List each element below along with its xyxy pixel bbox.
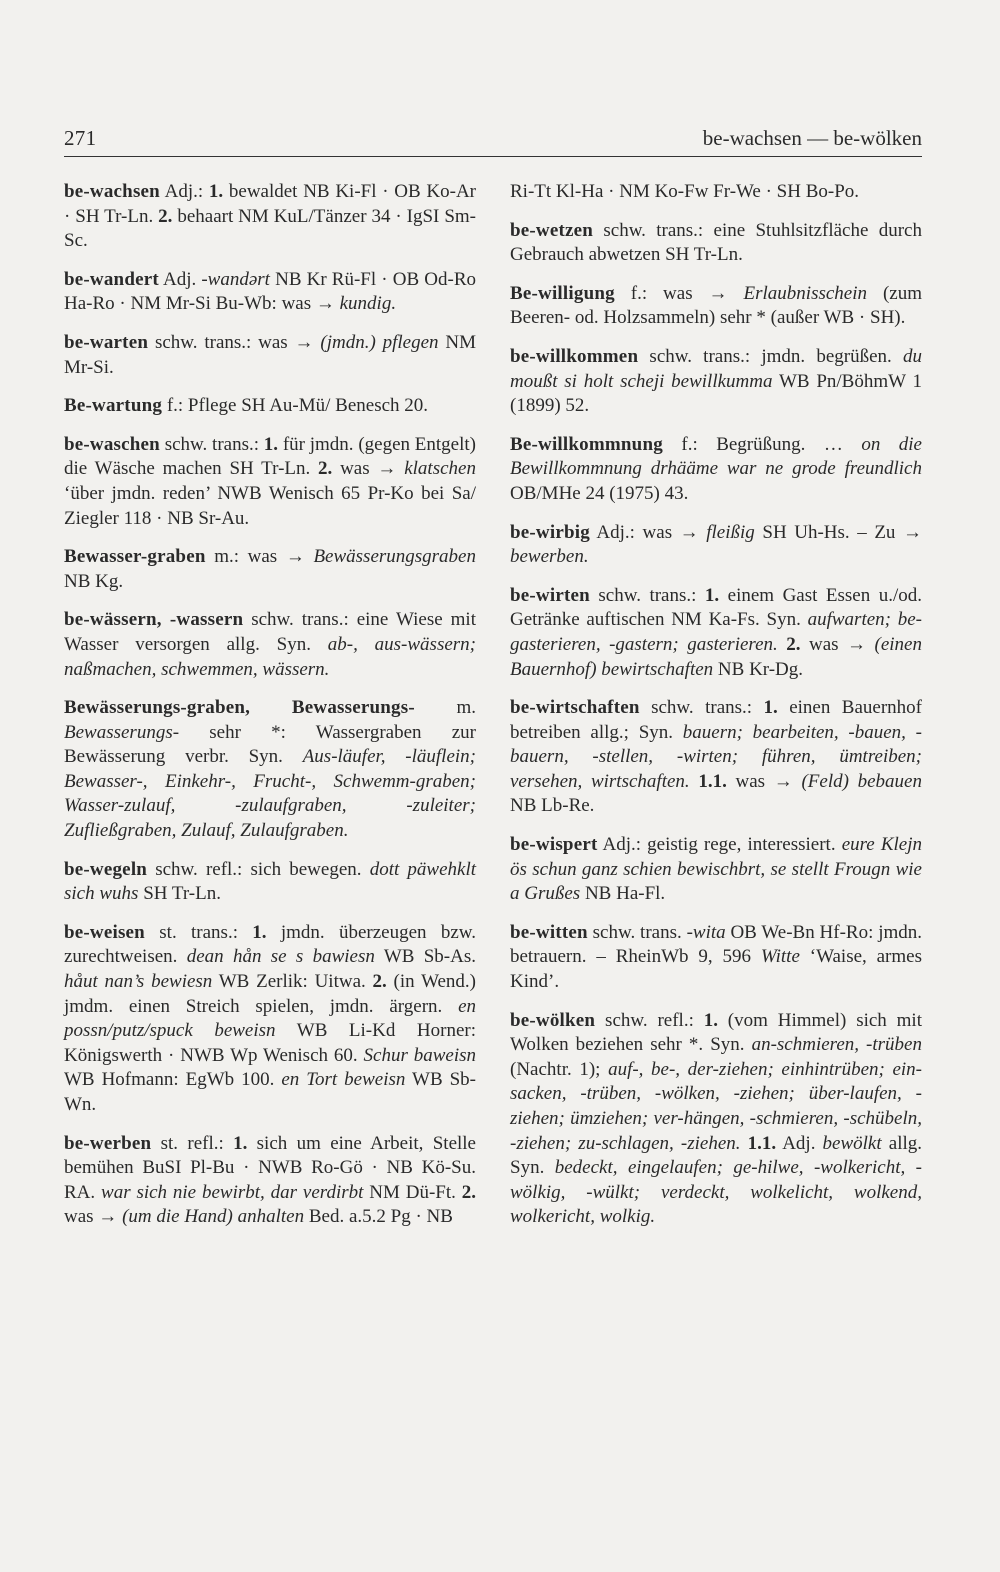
entry-text: m.: was → (205, 546, 314, 568)
entry-text: Adj. (776, 1132, 823, 1154)
entry-lemma: Bewasser-graben (64, 546, 206, 568)
right-column (510, 180, 922, 1244)
entry-text: f.: Pflege SH Au-Mü/ Benesch 20. (162, 395, 429, 417)
entry-text: NB Kr-Dg. (713, 658, 804, 680)
entry-text: NM Mr-Si. (64, 331, 476, 378)
entry-lemma: be-wetzen (510, 219, 594, 241)
dictionary-entry (64, 331, 476, 380)
entry-lemma: be-wispert (510, 834, 598, 856)
entry-text: schw. trans.: (639, 697, 764, 719)
page-number: 271 (64, 126, 97, 150)
entry-text: NB Kg. (64, 570, 124, 592)
dictionary-entry (64, 394, 476, 419)
entry-lemma: be-willkommen (510, 345, 639, 367)
entry-lemma: Be-wartung (64, 395, 163, 417)
entry-lemma: be-witten (510, 921, 588, 943)
entry-text: Bewässerungsgraben (313, 546, 476, 568)
entry-text: schw. refl.: sich bewegen. (147, 858, 370, 880)
entry-text: 2. (461, 1181, 476, 1203)
entry-text: 1. (208, 181, 224, 202)
entry-text: -wita (686, 921, 726, 943)
entry-text: fleißig (706, 521, 755, 543)
dictionary-entry (510, 219, 922, 268)
entry-lemma: be-weisen (64, 921, 145, 943)
dictionary-entry (510, 696, 922, 819)
entry-text: für jmdn. (gegen Entgelt) die Wäsche machen SH Tr-Ln. (64, 433, 476, 480)
entry-text: 1. (704, 584, 720, 606)
entry-text: ‘Waise, armes Kind’. (510, 946, 922, 993)
entry-text: bewaldet NB Ki-Fl · OB Ko-Ar · SH Tr-Ln. (64, 181, 477, 227)
entry-lemma: Be-willkommnung (510, 433, 663, 455)
entry-text: en Tort beweisn (281, 1069, 406, 1091)
entry-text: ab-, aus-wässern; naßmachen, schwemmen, wässern. (64, 633, 476, 680)
entry-text: Erlaubnisschein (743, 282, 868, 304)
entry-text: Aus-läufer, -läuflein; Bewasser-, Einkehr-, Frucht-, Schwemm-graben; Wasser-zulauf, -zulaufgraben, -zuleiter; Zufließgraben, Zulauf, Zulaufgraben. (64, 746, 476, 842)
dictionary-entry (64, 180, 476, 254)
entry-text: 1. (263, 433, 279, 455)
dictionary-entry (64, 433, 476, 531)
entry-text: jmdn. überzeugen bzw. zurechtweisen. (64, 921, 476, 968)
dictionary-entry (510, 584, 922, 682)
entry-text: auf-, be-, der-ziehen; einhintrüben; ein-sacken, -trüben, -wölken, -ziehen; über-laufen, -ziehen; ümziehen; ver-hängen, -schmieren, -schübeln, -ziehen; zu-schlagen, -ziehen. (510, 1058, 922, 1154)
entry-lemma: be-wachsen (64, 181, 160, 202)
entry-text: (einen Bauernhof) bewirtschaften (510, 633, 922, 680)
entry-text: Bewasserungs- (64, 721, 180, 743)
entry-lemma: Be-willigung (510, 282, 615, 304)
entry-text: bedeckt, eingelaufen; ge-hilwe, -wolkericht, -wölkig, -wülkt; verdeckt, wolkelicht, wolkend, wolkericht, wolkig. (510, 1157, 922, 1228)
dictionary-entry (510, 521, 922, 570)
entry-text: 2. (372, 971, 387, 993)
entry-text: Witte (760, 946, 800, 968)
entry-text: (vom Himmel) sich mit Wolken beziehen sehr *. Syn. (510, 1009, 922, 1056)
dictionary-entry (64, 1132, 476, 1230)
dictionary-entry (510, 1009, 922, 1230)
entry-text (778, 634, 786, 655)
entry-text: WB Hofmann: EgWb 100. (64, 1069, 282, 1091)
entry-text: dean hån se s bawiesn (186, 946, 375, 968)
entry-text: sehr *: Wassergraben zur Bewässerung verbr. Syn. (64, 721, 476, 768)
entry-lemma: be-wandert (64, 268, 159, 290)
entry-text: schw. trans.: (159, 433, 264, 455)
entry-text: (um die Hand) anhalten (122, 1206, 305, 1228)
entry-lemma: be-wölken (510, 1009, 596, 1031)
entry-text: aufwarten; be-gasterieren, -gastern; gasterieren. (510, 609, 922, 655)
entry-text: was → (800, 633, 875, 655)
entry-lemma: be-wirten (510, 584, 590, 606)
entry-text: WB Sb-Wn. (64, 1069, 476, 1115)
dictionary-entry (64, 921, 476, 1118)
entry-lemma: be-wirtschaften (510, 697, 640, 719)
entry-text: schw. trans.: (589, 584, 705, 606)
dictionary-entry (510, 345, 922, 419)
entry-text: einem Gast Essen u./od. Getränke auftischen NM Ka-Fs. Syn. (510, 584, 922, 631)
entry-text: einen Bauernhof betreiben allg.; Syn. (510, 697, 922, 743)
entry-text: sich um eine Arbeit, Stelle bemühen BuSI Pl-Bu · NWB Ro-Gö · NB Kö-Su. RA. (64, 1132, 476, 1203)
entry-text: du moußt si holt scheji bewillkumma (510, 345, 922, 392)
entry-text: kundig. (339, 293, 397, 315)
entry-text: an-schmieren, -trüben (751, 1034, 922, 1056)
dictionary-entry (510, 433, 922, 507)
entry-text: (in Wend.) jmdm. einen Streich spielen, jmdn. ärgern. (64, 971, 477, 1017)
entry-text: st. refl.: (151, 1132, 234, 1154)
entry-text: Schur baweisn (363, 1044, 476, 1066)
entry-text: en possn/putz/spuck beweisn (64, 995, 476, 1042)
entry-lemma: be-wässern, -wassern (64, 609, 244, 631)
entry-text: 2. (786, 633, 801, 655)
entry-text: WB Zerlik: Uitwa. (212, 971, 373, 993)
dictionary-entry (64, 608, 476, 682)
dictionary-entry (510, 180, 922, 205)
entry-text: m. (414, 697, 476, 719)
entry-text: 1. (703, 1009, 718, 1031)
entry-text: schw. refl.: (595, 1009, 704, 1031)
entry-lemma: be-wegeln (64, 858, 148, 880)
entry-text: NM Dü-Ft. (363, 1181, 462, 1203)
entry-text: 2. (318, 458, 333, 480)
entry-text: WB Li-Kd Horner: Königswerth · NWB Wp Wenisch 60. (64, 1020, 476, 1066)
page-header (64, 122, 922, 157)
entry-text: håut nan’s bewiesn (64, 971, 213, 993)
entry-text: ‘über jmdn. reden’ NWB Wenisch 65 Pr-Ko bei Sa/ Ziegler 118 · NB Sr-Au. (64, 482, 476, 529)
entry-lemma: be-wirbig (510, 521, 590, 543)
entry-text: 1.1. (698, 770, 727, 792)
dictionary-entry (64, 545, 476, 594)
entry-text: OB/MHe 24 (1975) 43. (510, 482, 689, 504)
entry-text: OB We-Bn Hf-Ro: jmdn. betrauern. – RheinWb 9, 596 (510, 921, 923, 968)
entry-text: eure Klejn ös schun ganz schien bewischbrt, se stellt Frougn wie a Grußes (510, 834, 923, 905)
entry-text: Ri-Tt Kl-Ha · NM Ko-Fw Fr-We · SH Bo-Po. (510, 181, 860, 202)
entry-text (741, 1133, 748, 1154)
entry-text: bauern; bearbeiten, -bauen, -bauern, -stellen, -wirten; führen, ümtreiben; versehen, wirtschaften. (510, 721, 922, 792)
entry-text: schw. trans.: eine Wiese mit Wasser versorgen allg. Syn. (64, 609, 476, 655)
entry-text: st. trans.: (144, 921, 253, 943)
entry-text: 1. (252, 921, 267, 943)
entry-text: WB Sb-As. (374, 946, 476, 968)
entry-lemma: Bewässerungs-graben, Bewasserungs- (64, 697, 415, 719)
entry-text: 1. (233, 1132, 248, 1154)
entry-text: f.: Begrüßung. … (662, 433, 862, 455)
entry-text: schw. trans.: jmdn. begrüßen. (638, 345, 903, 367)
entry-lemma: be-waschen (64, 433, 160, 455)
entry-text: Bed. a.5.2 Pg · NB (304, 1206, 453, 1228)
entry-text: bewölkt (822, 1132, 882, 1154)
dictionary-entry (64, 858, 476, 907)
dictionary-entry (510, 921, 922, 995)
entry-text: (Nachtr. 1); (510, 1058, 609, 1080)
entry-text: schw. trans.: was → (148, 331, 321, 353)
left-column (64, 180, 476, 1244)
entry-text: allg. Syn. (510, 1132, 922, 1179)
entry-text: schw. trans.: eine Stuhlsitzfläche durch Gebrauch abwetzen SH Tr-Ln. (510, 219, 922, 266)
entry-text: Adj.: was → (589, 521, 707, 543)
entry-text: f.: was → (614, 282, 744, 304)
entry-text: WB Pn/BöhmW 1 (1899) 52. (510, 370, 922, 417)
dictionary-entry (510, 282, 922, 331)
entry-text: SH Uh-Hs. – Zu → (754, 521, 923, 543)
entry-text: Adj.: (159, 181, 209, 202)
entry-text: was → (332, 458, 405, 480)
entry-text: (jmdn.) pflegen (320, 331, 439, 353)
entry-text: 1. (763, 697, 778, 719)
entry-text: (Feld) bebauen (801, 770, 922, 792)
entry-text: (zum Beeren- od. Holzsammeln) sehr * (außer WB · SH). (510, 282, 923, 329)
entry-lemma: be-warten (64, 331, 149, 353)
entry-text: klatschen (404, 458, 476, 480)
entry-text: NB Ha-Fl. (580, 883, 666, 905)
entry-text: SH Tr-Ln. (138, 883, 221, 905)
entry-text: NB Kr Rü-Fl · OB Od-Ro Ha-Ro · NM Mr-Si Bu-Wb: was → (64, 268, 476, 315)
entry-text: was → (726, 770, 802, 792)
entry-text: -wandərt (201, 268, 270, 290)
entry-text: war sich nie bewirbt, dar verdirbt (101, 1181, 364, 1203)
dictionary-entry (510, 833, 922, 907)
entry-text: bewerben. (510, 546, 589, 568)
entry-text: 2. (158, 205, 173, 227)
dictionary-entry (64, 696, 476, 844)
entry-lemma: be-werben (64, 1132, 152, 1154)
entry-text: Adj. (158, 268, 202, 290)
entry-text: on die Bewillkommnung drhääme war ne grode freundlich (510, 433, 922, 480)
entry-text: Adj.: geistig rege, interessiert. (597, 834, 842, 856)
entry-text: was → (64, 1206, 123, 1228)
running-head: be-wachsen — be-wölken (702, 126, 922, 150)
entry-text: behaart NM KuL/Tänzer 34 · IgSI Sm-Sc. (64, 205, 476, 252)
entry-text: dott päwehklt sich wuhs (64, 858, 476, 905)
entry-text: NB Lb-Re. (510, 795, 595, 817)
dictionary-entry (64, 268, 476, 317)
entry-text: 1.1. (747, 1132, 777, 1154)
entry-text: schw. trans. (587, 921, 687, 943)
